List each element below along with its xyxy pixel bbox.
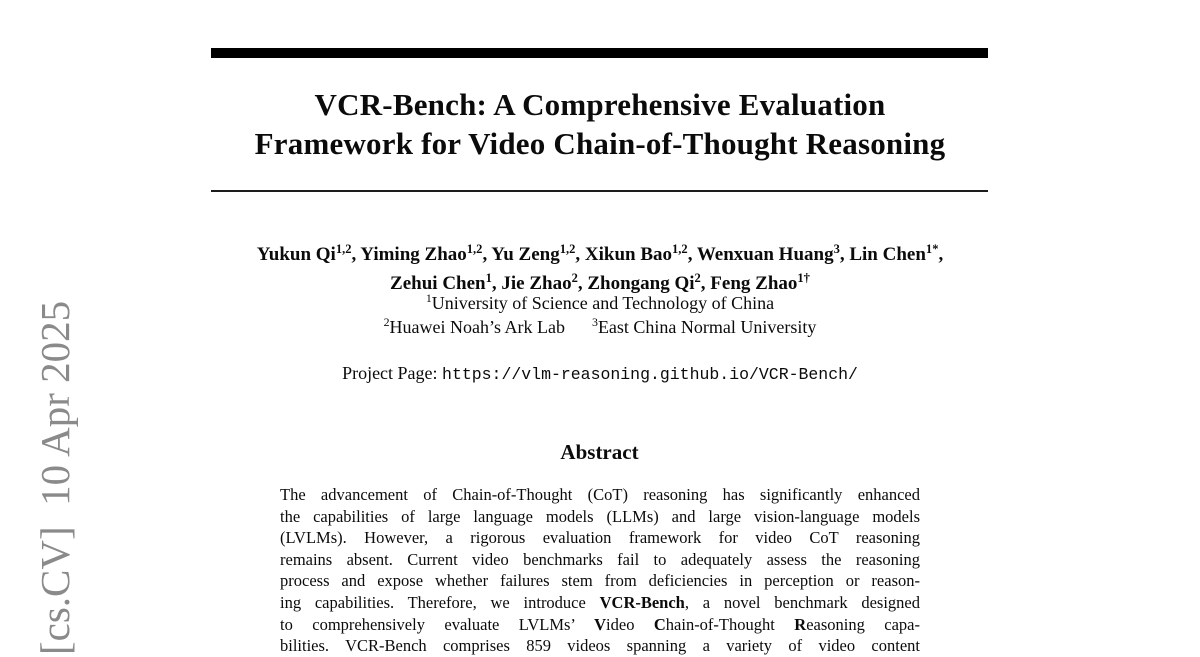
project-page-url[interactable]: https://vlm-reasoning.github.io/VCR-Bench/ [442,365,858,384]
author-list [111,241,1089,299]
superscript: 2 [571,271,578,286]
text-segment: ing capabilities. Therefore, we introduce [280,592,600,612]
title-rule [211,190,988,192]
text-segment: remains absent. Current video benchmarks fail to adequately assess the reasoning [280,549,920,569]
text-segment: , Wenxuan Huang [687,244,834,265]
text-segment: , Xikun Bao [575,244,673,265]
text-segment: easoning capa- [806,614,920,634]
text-segment: VCR-Bench [599,592,685,612]
paper-title-line-2: Framework for Video Chain-of-Thought Reasoning [254,126,946,161]
abstract-text [280,484,920,657]
text-segment: , Yu Zeng [482,244,560,265]
text-segment: The advancement of Chain-of-Thought (CoT) reasoning has significantly enhanced [280,485,920,504]
affil-line [111,316,1089,340]
text-segment: the capabilities of large language models (LLMs) and large vision-language models [280,506,920,526]
text-segment: ideo [606,614,654,634]
text-segment: , Yiming Zhao [351,244,467,265]
project-page-line [111,361,1089,387]
text-segment: V [594,614,607,634]
text-segment: hain-of-Thought [665,614,795,634]
paper-title-line-1: VCR-Bench: A Comprehensive Evaluation [314,87,886,122]
text-segment: (LVLMs). However, a rigorous evaluation framework for video CoT reasoning [280,528,920,548]
superscript: 2 [383,315,390,330]
text-segment: Huawei Noah’s Ark Lab [389,317,565,337]
text-segment [565,317,592,337]
superscript: 3 [833,242,840,257]
superscript: 1 [485,271,492,286]
text-segment: , Feng Zhao [700,273,798,294]
abs-line [280,570,920,592]
text-segment: Yukun Qi [256,244,336,265]
affil-line [111,292,1089,316]
abs-line [280,506,920,528]
text-segment: R [794,614,807,634]
superscript: 1† [797,271,810,286]
paper-title [111,85,1089,163]
abs-line [280,592,920,614]
author-line [111,241,1089,270]
abs-line [280,614,920,636]
abs-line [280,549,920,571]
text-segment: Zehui Chen [390,273,486,294]
text-segment: , [938,244,944,265]
superscript: 2 [694,271,701,286]
text-segment: to comprehensively evaluate LVLMs’ [280,614,595,634]
superscript: 1,2 [672,242,688,257]
text-segment: bilities. VCR-Bench comprises 859 videos spanning a variety of video content [280,636,920,656]
text-segment: , a novel benchmark designed [684,592,920,612]
text-segment: University of Science and Technology of China [431,293,775,313]
superscript: 1,2 [559,242,576,257]
abs-line [280,635,920,657]
abstract-heading: Abstract [560,440,639,464]
affiliation-list [111,292,1089,340]
superscript: 1 [425,291,432,306]
text-segment: , Zhongang Qi [577,273,695,294]
abs-line [280,527,920,549]
top-rule [211,48,988,58]
text-segment: C [653,614,666,634]
text-segment: process and expose whether failures stem from deficiencies in perception or reason- [280,571,920,591]
text-segment: , Lin Chen [839,244,926,265]
superscript: 3 [592,315,598,330]
project-page-label: Project Page: [342,363,443,383]
arxiv-watermark: [cs.CV] 10 Apr 2025 [32,300,78,655]
text-segment: East China Normal University [597,317,817,337]
abs-line [280,484,920,506]
superscript: 1,2 [335,242,352,257]
superscript: 1* [925,242,939,257]
superscript: 1,2 [466,242,483,257]
text-segment: , Jie Zhao [491,273,572,294]
